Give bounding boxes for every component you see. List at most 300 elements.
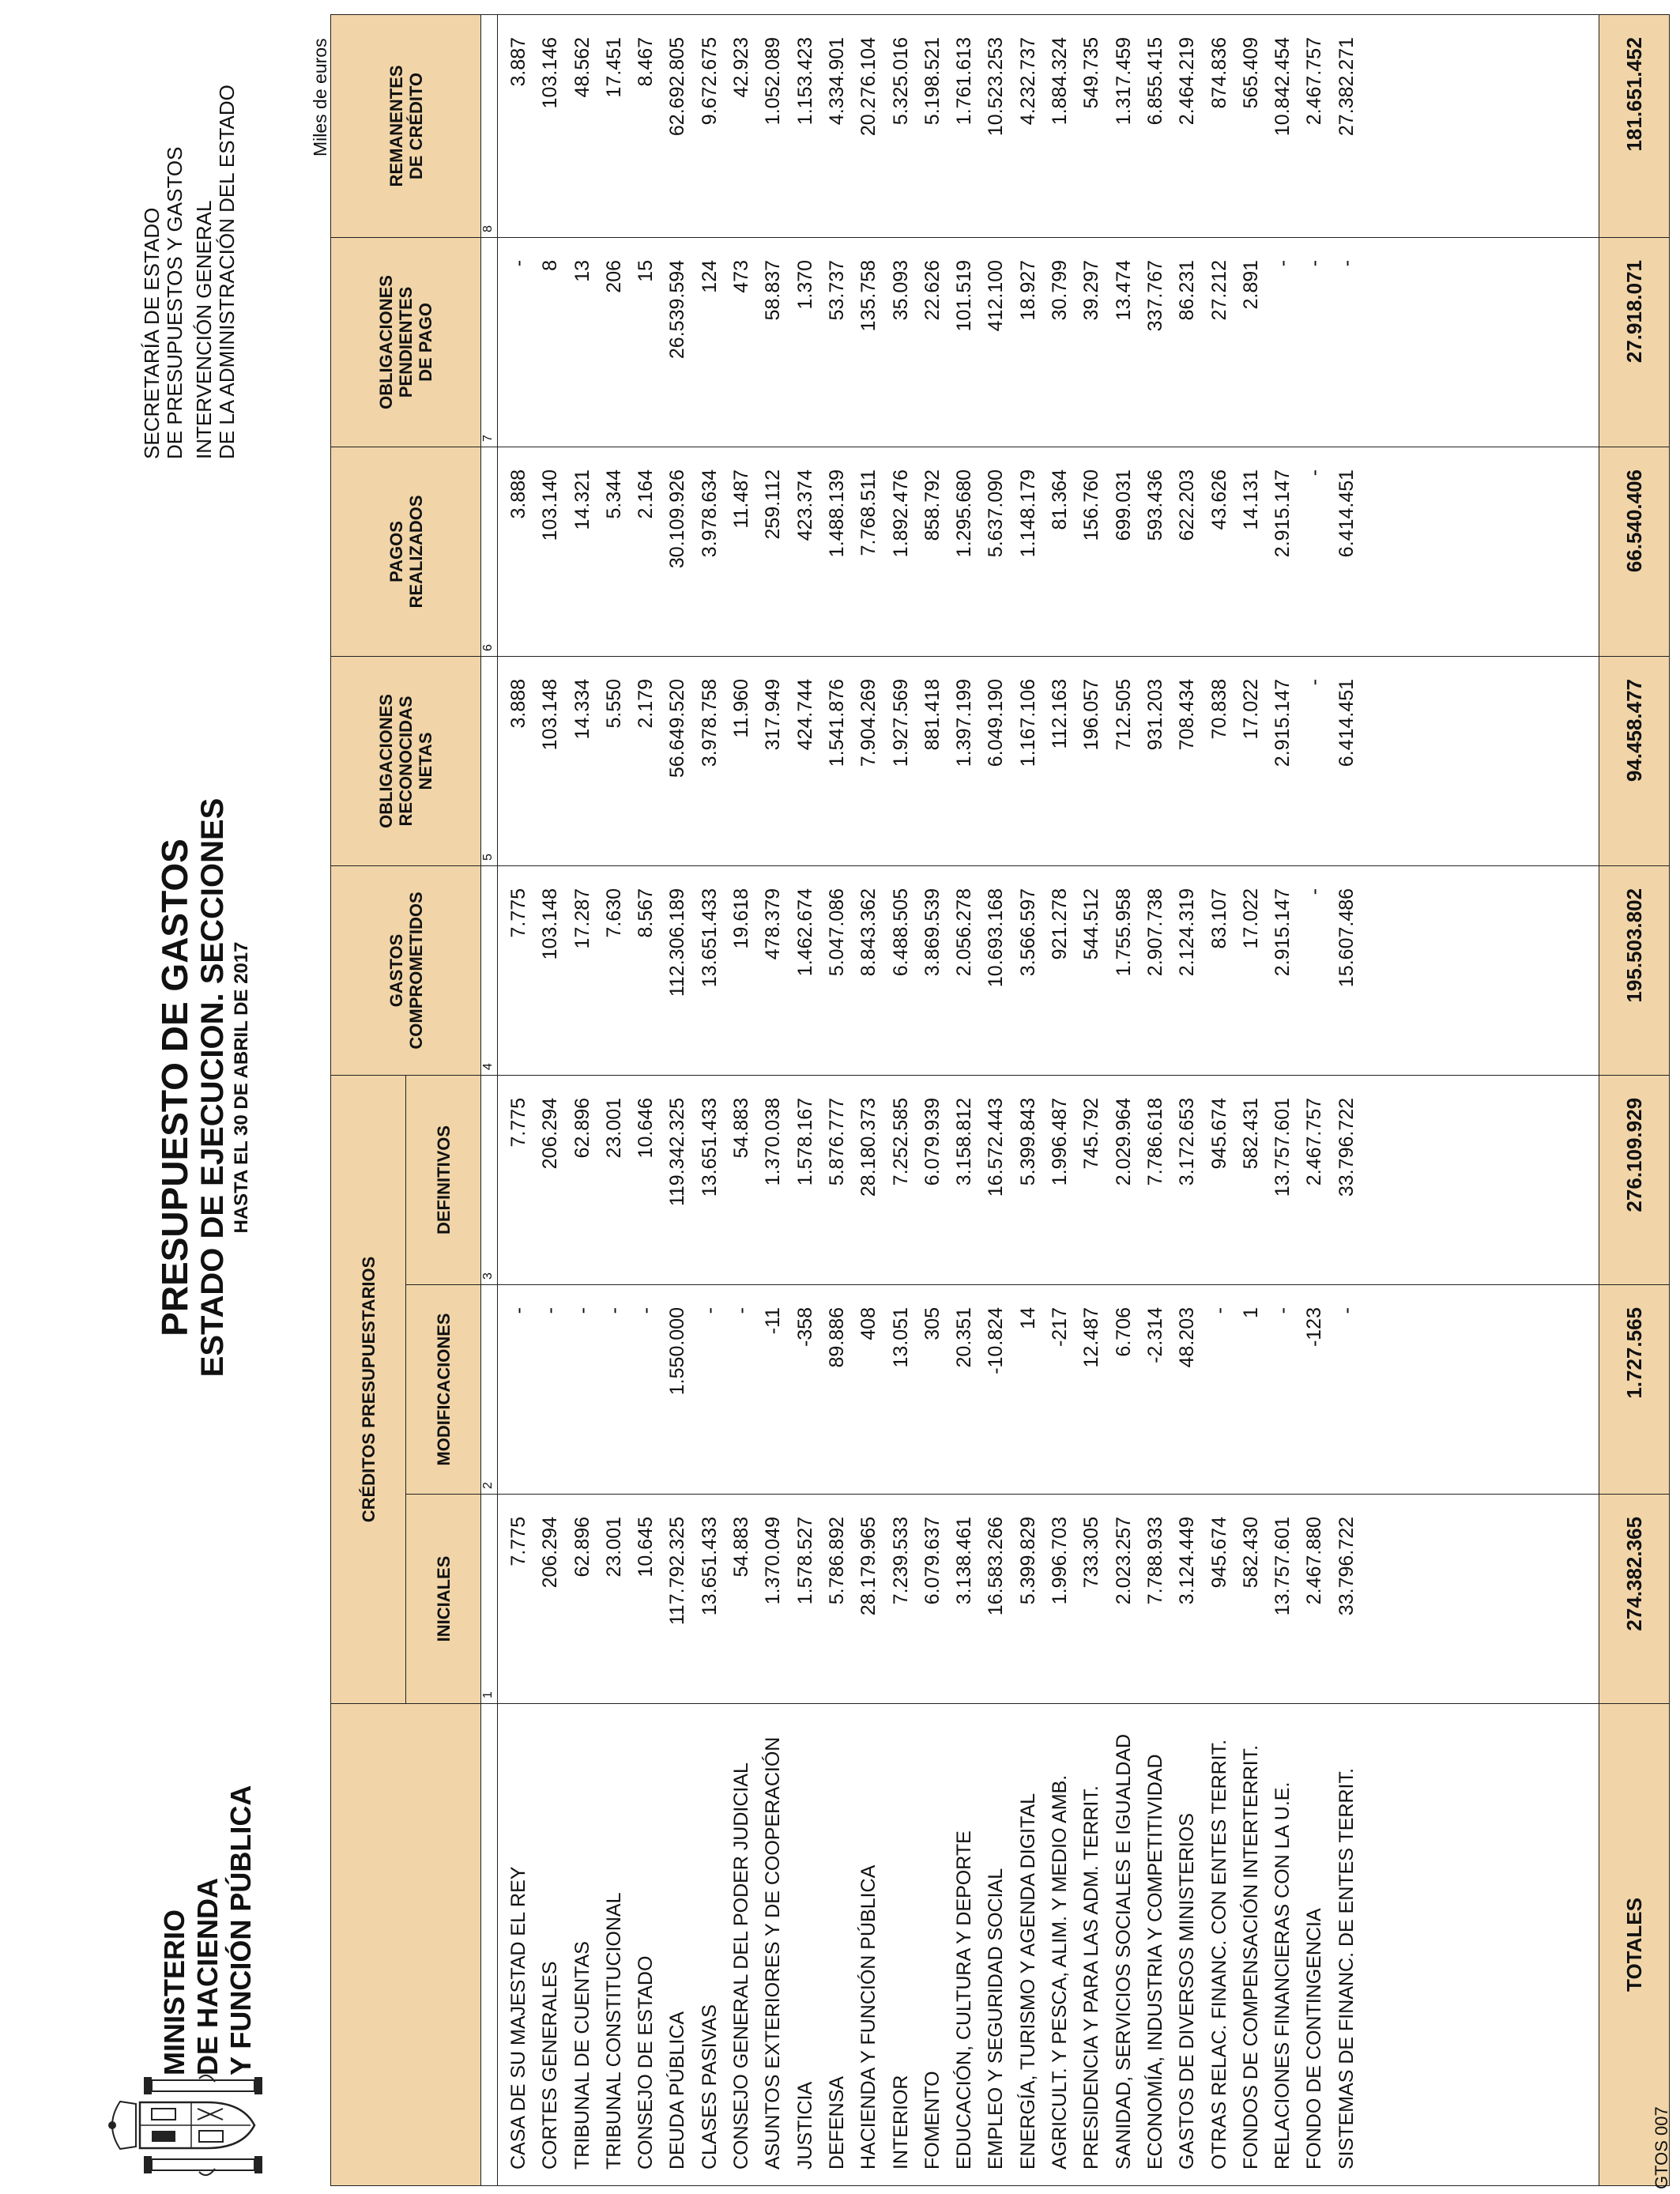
table-cell: 119.342.325 bbox=[666, 1097, 689, 1207]
table-cell: 156.760 bbox=[1080, 469, 1103, 541]
table-cell: 874.836 bbox=[1207, 36, 1230, 109]
table-cell: 5.047.086 bbox=[825, 888, 848, 977]
table-cell: 3.888 bbox=[507, 678, 529, 729]
values-column bbox=[498, 237, 1599, 447]
table-cell: 5.550 bbox=[602, 678, 625, 729]
total-value: 181.651.452 bbox=[1599, 14, 1670, 237]
column-number: 8 bbox=[481, 14, 498, 237]
column-header-line: OBLIGACIONES bbox=[376, 275, 396, 409]
table-cell: 28.180.373 bbox=[857, 1097, 880, 1197]
issuing-body bbox=[141, 85, 239, 459]
table-cell: 70.838 bbox=[1207, 678, 1230, 740]
table-cell: 7.788.933 bbox=[1143, 1517, 1166, 1605]
table-cell: 7.239.533 bbox=[889, 1517, 912, 1605]
section-name: EDUCACIÓN, CULTURA Y DEPORTE bbox=[953, 1830, 976, 2169]
table-cell: 19.618 bbox=[730, 888, 753, 949]
values-column bbox=[498, 1075, 1599, 1284]
column-header-line: PENDIENTES bbox=[396, 286, 416, 398]
table-cell: 5.637.090 bbox=[985, 469, 1008, 558]
table-cell: 2.915.147 bbox=[1271, 678, 1294, 767]
table-cell: 408 bbox=[857, 1307, 880, 1340]
total-value: 195.503.802 bbox=[1599, 865, 1670, 1075]
section-name: ENERGÍA, TURISMO Y AGENDA DIGITAL bbox=[1016, 1793, 1039, 2169]
table-cell: 5.399.829 bbox=[1016, 1517, 1039, 1605]
table-cell: 1.927.569 bbox=[889, 678, 912, 767]
section-name: SANIDAD, SERVICIOS SOCIALES E IGUALDAD bbox=[1112, 1733, 1135, 2169]
form-code: GTOS 007 bbox=[1652, 2106, 1671, 2189]
table-cell: 2.915.147 bbox=[1271, 888, 1294, 977]
table-cell: 43.626 bbox=[1207, 469, 1230, 530]
section-name: JUSTICIA bbox=[793, 2081, 816, 2169]
table-cell: 1.295.680 bbox=[953, 469, 976, 558]
section-name: CORTES GENERALES bbox=[539, 1961, 562, 2169]
total-value: 274.382.365 bbox=[1599, 1495, 1670, 1704]
table-cell: 6.049.190 bbox=[985, 678, 1008, 767]
table-cell: 3.124.449 bbox=[1176, 1517, 1199, 1605]
table-cell: 17.022 bbox=[1239, 888, 1262, 949]
table-cell: 16.583.266 bbox=[985, 1517, 1008, 1616]
table-cell: 11.487 bbox=[730, 469, 753, 529]
table-cell: -123 bbox=[1303, 1307, 1326, 1348]
table-cell: - bbox=[1335, 1307, 1358, 1314]
table-cell: 53.737 bbox=[825, 259, 848, 321]
table-cell: 103.148 bbox=[539, 678, 562, 751]
column-header: INICIALES bbox=[406, 1495, 481, 1704]
column-header: MODIFICACIONES bbox=[406, 1285, 481, 1495]
table-cell: 39.297 bbox=[1080, 259, 1103, 321]
table-cell: - bbox=[1303, 259, 1326, 267]
table-cell: 1.370.049 bbox=[762, 1517, 785, 1605]
column-header-line: COMPROMETIDOS bbox=[405, 892, 426, 1050]
table-cell: 30.109.926 bbox=[666, 469, 689, 569]
column-header bbox=[331, 656, 481, 865]
table-cell: 23.001 bbox=[602, 1097, 625, 1159]
table-cell: 5.399.843 bbox=[1016, 1097, 1039, 1186]
table-cell: 2.467.880 bbox=[1303, 1517, 1326, 1605]
table-cell: 14.334 bbox=[571, 678, 593, 740]
table-cell: 15.607.486 bbox=[1335, 888, 1358, 988]
table-cell: 83.107 bbox=[1207, 888, 1230, 949]
totals-label: TOTALES bbox=[1599, 1704, 1670, 2186]
table-cell: - bbox=[1335, 259, 1358, 267]
table-cell: 2.124.319 bbox=[1176, 888, 1199, 977]
table-cell: 2.467.757 bbox=[1303, 36, 1326, 126]
table-cell: 424.744 bbox=[793, 678, 816, 751]
column-number: 1 bbox=[481, 1495, 498, 1704]
table-cell: 112.306.189 bbox=[666, 888, 689, 997]
section-name: FONDOS DE COMPENSACIÓN INTERTERRIT. bbox=[1239, 1744, 1262, 2169]
table-cell: - bbox=[698, 1307, 721, 1314]
table-cell: 2.467.757 bbox=[1303, 1097, 1326, 1186]
table-cell: 1.052.089 bbox=[762, 36, 785, 126]
table-cell: 48.203 bbox=[1176, 1307, 1199, 1368]
table-cell: 1.462.674 bbox=[793, 888, 816, 977]
table-cell: 2.179 bbox=[635, 678, 657, 729]
table-cell: - bbox=[1271, 1307, 1294, 1314]
table-cell: 745.792 bbox=[1080, 1097, 1103, 1170]
table-cell: 2.056.278 bbox=[953, 888, 976, 977]
total-value: 276.109.929 bbox=[1599, 1075, 1670, 1284]
table-cell: 3.978.758 bbox=[698, 678, 721, 767]
table-cell: - bbox=[1303, 469, 1326, 477]
report-titles bbox=[154, 534, 254, 1641]
table-cell: 7.768.511 bbox=[857, 469, 880, 556]
table-cell: 10.693.168 bbox=[985, 888, 1008, 988]
table-cell: -358 bbox=[793, 1307, 816, 1348]
table-cell: 2.915.147 bbox=[1271, 469, 1294, 558]
table-cell: 7.775 bbox=[507, 1517, 529, 1566]
column-header-line: DE CRÉDITO bbox=[405, 72, 426, 180]
report-date: HASTA EL 30 DE ABRIL DE 2017 bbox=[231, 941, 252, 1234]
table-cell: 117.792.325 bbox=[666, 1517, 689, 1626]
table-cell: 13.051 bbox=[889, 1307, 912, 1368]
table-cell: - bbox=[1303, 888, 1326, 895]
ministry-line: Y FUNCIÓN PÚBLICA bbox=[224, 1785, 257, 2075]
table-cell: 62.896 bbox=[571, 1097, 593, 1159]
table-cell: 544.512 bbox=[1080, 888, 1103, 960]
table-cell: 473 bbox=[730, 259, 753, 293]
section-name: TRIBUNAL CONSTITUCIONAL bbox=[602, 1892, 625, 2169]
section-name: PRESIDENCIA Y PARA LAS ADM. TERRIT. bbox=[1080, 1785, 1103, 2169]
table-cell: 20.276.104 bbox=[857, 36, 880, 137]
table-cell: 7.775 bbox=[507, 1097, 529, 1148]
table-cell: 33.796.722 bbox=[1335, 1517, 1358, 1616]
section-name: ASUNTOS EXTERIORES Y DE COOPERACIÓN bbox=[762, 1736, 785, 2169]
budget-table bbox=[330, 14, 1670, 2186]
table-cell: 6.414.451 bbox=[1335, 678, 1358, 767]
table-cell: 18.927 bbox=[1016, 259, 1039, 321]
total-value: 27.918.071 bbox=[1599, 237, 1670, 447]
intervencion-line: DE LA ADMINISTRACIÓN DEL ESTADO bbox=[215, 85, 239, 459]
table-cell: 30.799 bbox=[1049, 259, 1072, 321]
table-cell: 26.539.594 bbox=[666, 259, 689, 360]
table-cell: 582.431 bbox=[1239, 1097, 1262, 1170]
table-cell: 8.567 bbox=[635, 888, 657, 938]
table-cell: 62.692.805 bbox=[666, 36, 689, 137]
section-name: CONSEJO DE ESTADO bbox=[635, 1955, 657, 2169]
table-cell: 9.672.675 bbox=[698, 36, 721, 126]
table-cell: 206.294 bbox=[539, 1097, 562, 1170]
section-name: CASA DE SU MAJESTAD EL REY bbox=[507, 1866, 529, 2169]
table-cell: 1.397.199 bbox=[953, 678, 976, 767]
column-header-line: DE PAGO bbox=[416, 303, 435, 382]
table-cell: 317.949 bbox=[762, 678, 785, 751]
ministry-line: MINISTERIO bbox=[158, 1909, 190, 2075]
table-cell: 921.278 bbox=[1049, 888, 1072, 960]
intervencion-line: INTERVENCIÓN GENERAL bbox=[192, 200, 216, 459]
table-cell: 1 bbox=[1239, 1307, 1262, 1318]
column-number: 4 bbox=[481, 865, 498, 1075]
table-cell: 86.231 bbox=[1176, 259, 1199, 321]
table-cell: 4.232.737 bbox=[1016, 36, 1039, 126]
report-title: PRESUPUESTO DE GASTOS bbox=[154, 839, 195, 1336]
section-name: FOMENTO bbox=[921, 2071, 944, 2169]
column-header bbox=[331, 865, 481, 1075]
table-cell: 1.761.613 bbox=[953, 36, 976, 126]
table-cell: 1.996.487 bbox=[1049, 1097, 1072, 1186]
table-cell: 733.305 bbox=[1080, 1517, 1103, 1589]
table-cell: 14 bbox=[1016, 1307, 1039, 1329]
table-cell: 7.786.618 bbox=[1143, 1097, 1166, 1186]
report-subtitle: ESTADO DE EJECUCION. SECCIONES bbox=[195, 797, 230, 1378]
table-cell: 412.100 bbox=[985, 259, 1008, 332]
table-cell: 6.855.415 bbox=[1143, 36, 1166, 126]
column-number: 6 bbox=[481, 447, 498, 656]
table-cell: 305 bbox=[921, 1307, 944, 1340]
table-cell: 20.351 bbox=[953, 1307, 976, 1368]
table-cell: 1.755.958 bbox=[1112, 888, 1135, 977]
ministry-line: DE HACIENDA bbox=[191, 1877, 224, 2075]
table-cell: 7.904.269 bbox=[857, 678, 880, 767]
column-header: DEFINITIVOS bbox=[406, 1075, 481, 1284]
table-cell: 10.523.253 bbox=[985, 36, 1008, 137]
table-cell: -10.824 bbox=[985, 1307, 1008, 1374]
table-cell: 337.767 bbox=[1143, 259, 1166, 332]
section-name: FONDO DE CONTINGENCIA bbox=[1303, 1908, 1326, 2169]
table-cell: - bbox=[730, 1307, 753, 1314]
table-cell: 931.203 bbox=[1143, 678, 1166, 751]
table-cell: 5.325.016 bbox=[889, 36, 912, 126]
section-name: HACIENDA Y FUNCIÓN PÚBLICA bbox=[857, 1864, 880, 2169]
table-cell: 89.886 bbox=[825, 1307, 848, 1368]
table-cell: - bbox=[1207, 1307, 1230, 1314]
table-cell: 3.158.812 bbox=[953, 1097, 976, 1186]
table-cell: 3.172.653 bbox=[1176, 1097, 1199, 1186]
table-cell: 712.505 bbox=[1112, 678, 1135, 751]
table-cell: 1.550.000 bbox=[666, 1307, 689, 1396]
section-name: EMPLEO Y SEGURIDAD SOCIAL bbox=[985, 1868, 1008, 2169]
table-cell: 549.735 bbox=[1080, 36, 1103, 109]
section-name: AGRICULT. Y PESCA, ALIM. Y MEDIO AMB. bbox=[1049, 1774, 1072, 2169]
table-cell: - bbox=[602, 1307, 625, 1314]
table-cell: 5.198.521 bbox=[921, 36, 944, 126]
table-cell: 6.414.451 bbox=[1335, 469, 1358, 558]
column-header-line: RECONOCIDAS bbox=[396, 696, 416, 827]
table-cell: -11 bbox=[762, 1307, 785, 1335]
table-cell: - bbox=[507, 1307, 529, 1314]
section-name: RELACIONES FINANCIERAS CON LA U.E. bbox=[1271, 1781, 1294, 2169]
units-label: Miles de euros bbox=[310, 38, 330, 156]
section-name: GASTOS DE DIVERSOS MINISTERIOS bbox=[1176, 1812, 1199, 2169]
table-cell: 1.996.703 bbox=[1049, 1517, 1072, 1605]
table-cell: 858.792 bbox=[921, 469, 944, 541]
table-cell: 15 bbox=[635, 259, 657, 282]
total-value: 94.458.477 bbox=[1599, 656, 1670, 865]
table-cell: 103.140 bbox=[539, 469, 562, 541]
values-column bbox=[498, 1285, 1599, 1495]
table-cell: 196.057 bbox=[1080, 678, 1103, 751]
values-column bbox=[498, 865, 1599, 1075]
section-name: CONSEJO GENERAL DEL PODER JUDICIAL bbox=[730, 1762, 753, 2169]
table-cell: 2.464.219 bbox=[1176, 36, 1199, 126]
table-cell: 81.364 bbox=[1049, 469, 1072, 530]
table-cell: - bbox=[1303, 678, 1326, 686]
section-name: DEUDA PÚBLICA bbox=[666, 2011, 689, 2169]
secretaria-line: SECRETARÍA DE ESTADO bbox=[140, 207, 164, 459]
table-cell: 14.131 bbox=[1239, 469, 1262, 530]
column-number: 2 bbox=[481, 1285, 498, 1495]
total-value: 1.727.565 bbox=[1599, 1285, 1670, 1495]
table-cell: 101.519 bbox=[953, 259, 976, 332]
values-column bbox=[498, 656, 1599, 865]
table-cell: - bbox=[635, 1307, 657, 1314]
table-cell: 13.651.433 bbox=[698, 1097, 721, 1197]
table-cell: - bbox=[507, 259, 529, 267]
column-header-line: REALIZADOS bbox=[405, 495, 426, 609]
table-cell: 1.578.527 bbox=[793, 1517, 816, 1605]
table-cell: 112.163 bbox=[1049, 678, 1072, 749]
table-cell: - bbox=[539, 1307, 562, 1314]
table-cell: 5.876.777 bbox=[825, 1097, 848, 1186]
table-cell: - bbox=[571, 1307, 593, 1314]
section-names-column bbox=[498, 1704, 1599, 2186]
table-cell: 124 bbox=[698, 259, 721, 293]
table-cell: 1.167.106 bbox=[1016, 678, 1039, 767]
column-header bbox=[331, 237, 481, 447]
table-cell: 8.843.362 bbox=[857, 888, 880, 977]
section-name: OTRAS RELAC. FINANC. CON ENTES TERRIT. bbox=[1207, 1739, 1230, 2169]
table-cell: 58.837 bbox=[762, 259, 785, 321]
table-cell: 6.079.637 bbox=[921, 1517, 944, 1605]
table-cell: 8.467 bbox=[635, 36, 657, 87]
ministry-name bbox=[158, 1785, 258, 2075]
table-cell: 10.645 bbox=[635, 1517, 657, 1578]
table-cell: 27.382.271 bbox=[1335, 36, 1358, 137]
table-cell: 6.706 bbox=[1112, 1307, 1135, 1357]
column-header-line: GASTOS bbox=[386, 933, 406, 1008]
table-cell: 48.562 bbox=[571, 36, 593, 98]
column-number: 3 bbox=[481, 1075, 498, 1284]
table-cell: 6.079.939 bbox=[921, 1097, 944, 1186]
table-cell: 2.029.964 bbox=[1112, 1097, 1135, 1186]
table-cell: 206.294 bbox=[539, 1517, 562, 1589]
table-cell: 2.907.738 bbox=[1143, 888, 1166, 977]
table-cell: 4.334.901 bbox=[825, 36, 848, 126]
table-cell: 7.630 bbox=[602, 888, 625, 938]
table-cell: 593.436 bbox=[1143, 469, 1166, 541]
table-cell: 1.370.038 bbox=[762, 1097, 785, 1186]
column-number: 7 bbox=[481, 237, 498, 447]
table-cell: 10.842.454 bbox=[1271, 36, 1294, 137]
section-name: DEFENSA bbox=[825, 2075, 848, 2169]
table-cell: 42.923 bbox=[730, 36, 753, 98]
table-cell: 56.649.520 bbox=[666, 678, 689, 778]
table-cell: 62.896 bbox=[571, 1517, 593, 1578]
table-cell: 1.578.167 bbox=[793, 1097, 816, 1186]
table-cell: 13.651.433 bbox=[698, 888, 721, 988]
table-cell: 7.252.585 bbox=[889, 1097, 912, 1186]
values-column bbox=[498, 14, 1599, 237]
table-cell: 1.370 bbox=[793, 259, 816, 310]
table-cell: 17.287 bbox=[571, 888, 593, 949]
table-cell: -2.314 bbox=[1143, 1307, 1166, 1363]
table-cell: 13 bbox=[571, 259, 593, 282]
table-cell: 945.674 bbox=[1207, 1097, 1230, 1170]
table-cell: 23.001 bbox=[602, 1517, 625, 1578]
table-cell: 3.978.634 bbox=[698, 469, 721, 558]
section-name: TRIBUNAL DE CUENTAS bbox=[571, 1941, 593, 2169]
table-cell: 7.775 bbox=[507, 888, 529, 938]
table-cell: - bbox=[1271, 259, 1294, 267]
table-cell: 259.112 bbox=[762, 469, 785, 540]
table-cell: 622.203 bbox=[1176, 469, 1199, 541]
table-cell: 1.153.423 bbox=[793, 36, 816, 126]
column-header bbox=[331, 447, 481, 656]
table-cell: 33.796.722 bbox=[1335, 1097, 1358, 1197]
column-header-line: PAGOS bbox=[386, 521, 406, 582]
table-cell: 12.487 bbox=[1080, 1307, 1103, 1368]
table-cell: 1.892.476 bbox=[889, 469, 912, 558]
column-header bbox=[331, 14, 481, 237]
column-header-line: OBLIGACIONES bbox=[376, 694, 396, 828]
table-cell: 3.566.597 bbox=[1016, 888, 1039, 977]
column-header-line: REMANENTES bbox=[386, 65, 406, 187]
table-cell: 13.757.601 bbox=[1271, 1097, 1294, 1197]
table-cell: 28.179.965 bbox=[857, 1517, 880, 1616]
table-cell: 708.434 bbox=[1176, 678, 1199, 751]
table-cell: 54.883 bbox=[730, 1097, 753, 1159]
table-cell: 17.022 bbox=[1239, 678, 1262, 740]
coat-of-arms-icon bbox=[104, 2074, 270, 2177]
table-cell: 3.138.461 bbox=[953, 1517, 976, 1605]
table-cell: 699.031 bbox=[1112, 469, 1135, 541]
table-cell: 5.786.892 bbox=[825, 1517, 848, 1605]
table-cell: 16.572.443 bbox=[985, 1097, 1008, 1197]
table-cell: 2.164 bbox=[635, 469, 657, 519]
table-cell: 6.488.505 bbox=[889, 888, 912, 977]
table-cell: 565.409 bbox=[1239, 36, 1262, 109]
section-name: SISTEMAS DE FINANC. DE ENTES TERRIT. bbox=[1335, 1768, 1358, 2169]
section-name: INTERIOR bbox=[889, 2075, 912, 2169]
section-name: ECONOMÍA, INDUSTRIA Y COMPETITIVIDAD bbox=[1143, 1754, 1166, 2169]
column-header-line: NETAS bbox=[416, 732, 435, 790]
values-column bbox=[498, 447, 1599, 656]
table-cell: 3.869.539 bbox=[921, 888, 944, 977]
table-cell: 10.646 bbox=[635, 1097, 657, 1159]
table-cell: -217 bbox=[1049, 1307, 1072, 1348]
section-header-blank bbox=[331, 1704, 481, 2186]
table-cell: 1.541.876 bbox=[825, 678, 848, 767]
column-number: 5 bbox=[481, 656, 498, 865]
table-cell: 103.148 bbox=[539, 888, 562, 960]
table-cell: 2.023.257 bbox=[1112, 1517, 1135, 1605]
table-cell: 3.888 bbox=[507, 469, 529, 519]
table-cell: 1.317.459 bbox=[1112, 36, 1135, 126]
table-cell: 27.212 bbox=[1207, 259, 1230, 321]
secretaria-line: DE PRESUPUESTOS Y GASTOS bbox=[163, 146, 186, 459]
table-cell: 2.891 bbox=[1239, 259, 1262, 310]
table-cell: 1.488.139 bbox=[825, 469, 848, 558]
column-number-blank bbox=[481, 1704, 498, 2186]
table-cell: 103.146 bbox=[539, 36, 562, 109]
table-cell: 206 bbox=[602, 259, 625, 293]
table-cell: 14.321 bbox=[571, 469, 593, 530]
table-cell: 17.451 bbox=[602, 36, 625, 98]
totals-row bbox=[1599, 14, 1670, 2185]
table-cell: 582.430 bbox=[1239, 1517, 1262, 1589]
table-cell: 5.344 bbox=[602, 469, 625, 519]
table-cell: 13.651.433 bbox=[698, 1517, 721, 1616]
table-cell: 478.379 bbox=[762, 888, 785, 960]
section-name: CLASES PASIVAS bbox=[698, 2004, 721, 2169]
table-cell: 881.418 bbox=[921, 678, 944, 751]
table-cell: 54.883 bbox=[730, 1517, 753, 1578]
table-cell: 423.374 bbox=[793, 469, 816, 541]
table-cell: 1.884.324 bbox=[1049, 36, 1072, 126]
group-header: CRÉDITOS PRESUPUESTARIOS bbox=[331, 1075, 406, 1703]
table-cell: 8 bbox=[539, 259, 562, 271]
table-cell: 3.887 bbox=[507, 36, 529, 87]
